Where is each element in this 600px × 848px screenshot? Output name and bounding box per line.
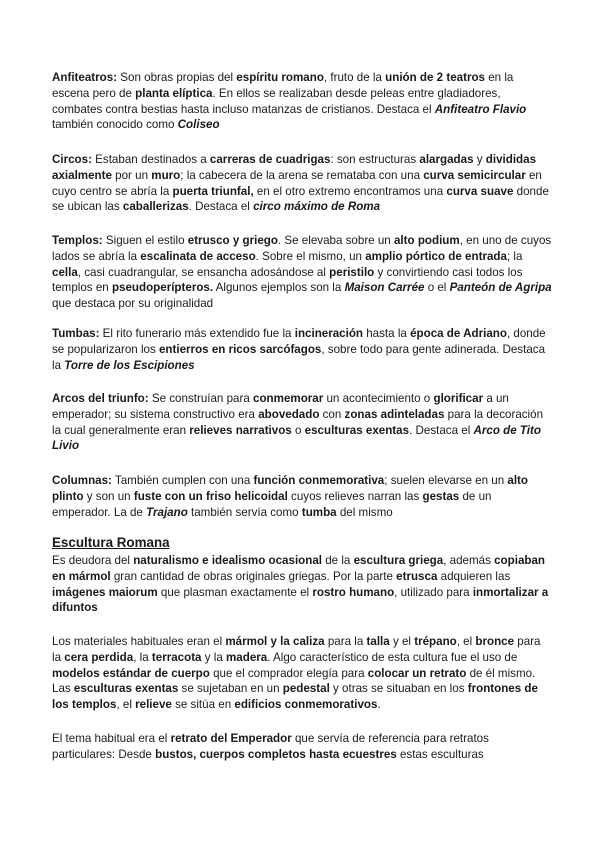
emphasis-bold: rostro humano <box>312 585 395 599</box>
emphasis-bold: Circos: <box>52 153 92 166</box>
text-run: Siguen el estilo <box>102 234 188 247</box>
emphasis-bold: naturalismo e idealismo ocasional <box>133 554 323 567</box>
emphasis-bold: abovedado <box>258 407 320 421</box>
text-run: del mismo <box>336 505 393 519</box>
emphasis-bold: pedestal <box>282 682 330 696</box>
emphasis-bold: mármol y la caliza <box>225 635 325 648</box>
text-run: y otras se situaban en los <box>329 682 468 696</box>
text-run: que servía de referencia para retratos particulares: Desde <box>52 732 489 761</box>
emphasis-bold: zonas adinteladas <box>344 407 445 421</box>
text-run: , casi cuadrangular, se ensancha adosándose al <box>77 265 330 279</box>
emphasis-bold: pseudoperípteros. <box>111 281 214 295</box>
text-run: en la escena pero de <box>52 71 514 100</box>
paragraph-tema <box>52 731 552 763</box>
emphasis-bold: escultura griega <box>353 554 444 567</box>
paragraph-materiales <box>52 634 552 713</box>
emphasis-bold: conmemorar <box>253 392 324 405</box>
emphasis-bold: esculturas exentas <box>304 423 410 437</box>
emphasis-bold-italic: circo máximo de Roma <box>253 200 381 214</box>
text-run: . Sobre el mismo, un <box>255 249 366 263</box>
emphasis-bold-italic: Arco de Tito Livio <box>52 423 541 453</box>
text-run: hasta la <box>363 327 411 340</box>
emphasis-bold: cella <box>52 265 78 279</box>
emphasis-bold: Anfiteatros: <box>52 71 118 84</box>
emphasis-bold: alto plinto <box>52 474 528 503</box>
text-run: . <box>377 698 381 712</box>
emphasis-bold: peristilo <box>329 265 375 279</box>
emphasis-bold: Arcos del triunfo: <box>52 392 149 405</box>
emphasis-bold: relieve <box>135 698 172 712</box>
text-run: ; suelen elevarse en un <box>384 474 508 487</box>
emphasis-bold: alargadas <box>419 153 474 166</box>
emphasis-bold: relieves narrativos <box>189 423 292 437</box>
text-run: también servía como <box>187 505 302 519</box>
emphasis-bold: edificios conmemorativos <box>234 698 378 712</box>
text-run: de él mismo. Las <box>52 666 536 696</box>
text-run: . Algo característico de esta cultura fue el uso de <box>267 650 518 664</box>
emphasis-bold: curva suave <box>446 184 514 198</box>
text-run: , el <box>456 635 476 648</box>
paragraph-arcos <box>52 391 552 454</box>
emphasis-bold: caballerizas <box>122 200 189 214</box>
emphasis-bold: copiaban en mármol <box>52 554 546 583</box>
emphasis-bold: inmortalizar a difuntos <box>52 585 549 615</box>
emphasis-bold: esculturas exentas <box>73 682 179 696</box>
paragraph-anfiteatros <box>52 70 552 133</box>
text-run: un acontecimiento o <box>323 392 434 405</box>
text-run: para la decoración la cual generalmente eran <box>52 407 544 437</box>
paragraph-escultura-intro <box>52 553 552 616</box>
text-run: de la <box>322 554 354 567</box>
text-run: . En ellos se realizaban desde peleas entre gladiadores, combates contra bestias hasta incluso matanzas de cristianos. Destaca el <box>52 86 501 116</box>
emphasis-bold: Columnas: <box>52 474 112 487</box>
text-run: se sujetaban en un <box>178 682 283 696</box>
text-run: a un emperador; su sistema constructivo era <box>52 392 509 421</box>
emphasis-bold: puerta triunfal, <box>172 184 254 198</box>
emphasis-bold: imágenes maiorum <box>52 585 158 599</box>
text-run: para la <box>324 635 367 648</box>
emphasis-bold: terracota <box>151 650 202 664</box>
emphasis-bold: talla <box>366 635 390 648</box>
text-run: se sitúa en <box>171 698 235 712</box>
text-run: de un emperador. La de <box>52 489 492 519</box>
emphasis-bold: espíritu romano <box>236 71 324 84</box>
text-run: en cuyo centro se abría la <box>52 168 542 198</box>
emphasis-bold: curva semicircular <box>423 168 526 182</box>
paragraph-columnas <box>52 473 552 520</box>
emphasis-bold: divididas axialmente <box>52 153 537 182</box>
text-run: Es deudora del <box>52 554 134 567</box>
text-run: cuyos relieves narran las <box>287 489 423 503</box>
text-run: con <box>319 407 345 421</box>
emphasis-bold: alto podium <box>393 234 460 247</box>
text-run: o <box>291 423 305 437</box>
text-run: : son estructuras <box>330 153 420 166</box>
text-run: por un <box>111 168 152 182</box>
text-run: y el <box>389 635 415 648</box>
emphasis-bold: cera perdida <box>64 650 134 664</box>
emphasis-bold: madera <box>226 650 268 664</box>
emphasis-bold-italic: Torre de los Escipiones <box>64 358 195 372</box>
text-run: . Destaca el <box>188 200 254 214</box>
text-run: , sobre todo para gente adinerada. Destaca la <box>52 342 546 372</box>
text-run: también conocido como <box>52 118 178 132</box>
text-run: . Destaca el <box>409 423 474 437</box>
text-run: , el <box>116 698 136 712</box>
text-run: que destaca por su originalidad <box>52 297 214 311</box>
emphasis-bold-italic: Trajano <box>146 505 188 519</box>
emphasis-bold: unión de 2 teatros <box>385 71 486 84</box>
emphasis-bold: escalinata de acceso <box>140 249 256 263</box>
emphasis-bold: tumba <box>301 505 337 519</box>
text-run: . Se elevaba sobre un <box>277 234 394 247</box>
text-run: y <box>473 153 486 166</box>
text-run: y son un <box>83 489 134 503</box>
emphasis-bold: Tumbas: <box>52 327 100 340</box>
emphasis-bold-italic: Panteón de Agripa <box>449 281 552 295</box>
emphasis-bold: colocar un retrato <box>367 666 467 680</box>
emphasis-bold: trépano <box>414 635 457 648</box>
emphasis-bold: modelos estándar de cuerpo <box>52 666 210 680</box>
text-run: , utilizado para <box>394 585 473 599</box>
emphasis-bold: etrusco y griego <box>187 234 278 247</box>
emphasis-bold: carreras de cuadrigas <box>209 153 331 166</box>
text-run: , fruto de la <box>323 71 386 84</box>
emphasis-bold: entierros en ricos sarcófagos <box>158 342 322 356</box>
text-run: en el otro extremo encontramos una <box>253 184 447 198</box>
emphasis-bold: época de Adriano <box>410 327 507 340</box>
text-run: gran cantidad de obras originales griegas. Por la parte <box>110 569 397 583</box>
text-run: estas esculturas <box>396 747 484 761</box>
section-heading-escultura-romana: Escultura Romana <box>52 535 170 550</box>
paragraph-circos <box>52 152 552 215</box>
text-run: Son obras propias del <box>117 71 237 84</box>
text-run: o el <box>424 281 450 295</box>
emphasis-bold: glorificar <box>433 392 484 405</box>
emphasis-bold: bronce <box>475 635 515 648</box>
text-run: y convirtiendo casi todos los templos en <box>52 265 523 295</box>
paragraph-templos <box>52 233 552 312</box>
text-run: Se construían para <box>148 392 254 405</box>
emphasis-bold: planta elíptica <box>135 86 213 100</box>
emphasis-bold: función conmemorativa <box>253 474 385 487</box>
emphasis-bold: retrato del Emperador <box>170 732 292 745</box>
text-run: , la <box>133 650 152 664</box>
text-run: ; la cabecera de la arena se remataba con una <box>180 168 424 182</box>
emphasis-bold: incineración <box>294 327 364 340</box>
emphasis-bold-italic: Anfiteatro Flavio <box>434 102 527 116</box>
text-run: Los materiales habituales eran el <box>52 635 226 648</box>
emphasis-bold: amplio pórtico de entrada <box>365 249 507 263</box>
text-run: que el comprador elegía para <box>209 666 368 680</box>
emphasis-bold: fuste con un friso helicoidal <box>133 489 288 503</box>
text-run: y la <box>201 650 226 664</box>
emphasis-bold: etrusca <box>396 569 438 583</box>
text-run: adquieren las <box>437 569 511 583</box>
text-run: que plasman exactamente el <box>157 585 313 599</box>
text-run: , en uno de cuyos lados se abría la <box>52 234 552 263</box>
text-run: , donde se popularizaron los <box>52 327 546 356</box>
emphasis-bold: bustos, cuerpos completos hasta ecuestres <box>155 747 397 761</box>
text-run: También cumplen con una <box>111 474 254 487</box>
paragraph-tumbas <box>52 326 552 373</box>
text-run: , además <box>443 554 495 567</box>
emphasis-bold: frontones de los templos <box>52 682 538 712</box>
text-run: ; la <box>506 249 523 263</box>
text-run: El rito funerario más extendido fue la <box>99 327 295 340</box>
text-run: Algunos ejemplos son la <box>213 281 345 295</box>
text-run: El tema habitual era el <box>52 732 171 745</box>
text-run: para la <box>52 635 541 664</box>
text-run: Estaban destinados a <box>91 153 210 166</box>
emphasis-bold: Templos: <box>52 234 103 247</box>
text-run: donde se ubican las <box>52 184 549 214</box>
emphasis-bold: gestas <box>422 489 460 503</box>
emphasis-bold-italic: Maison Carrée <box>344 281 425 295</box>
emphasis-bold: muro <box>151 168 181 182</box>
emphasis-bold-italic: Coliseo <box>177 118 220 132</box>
